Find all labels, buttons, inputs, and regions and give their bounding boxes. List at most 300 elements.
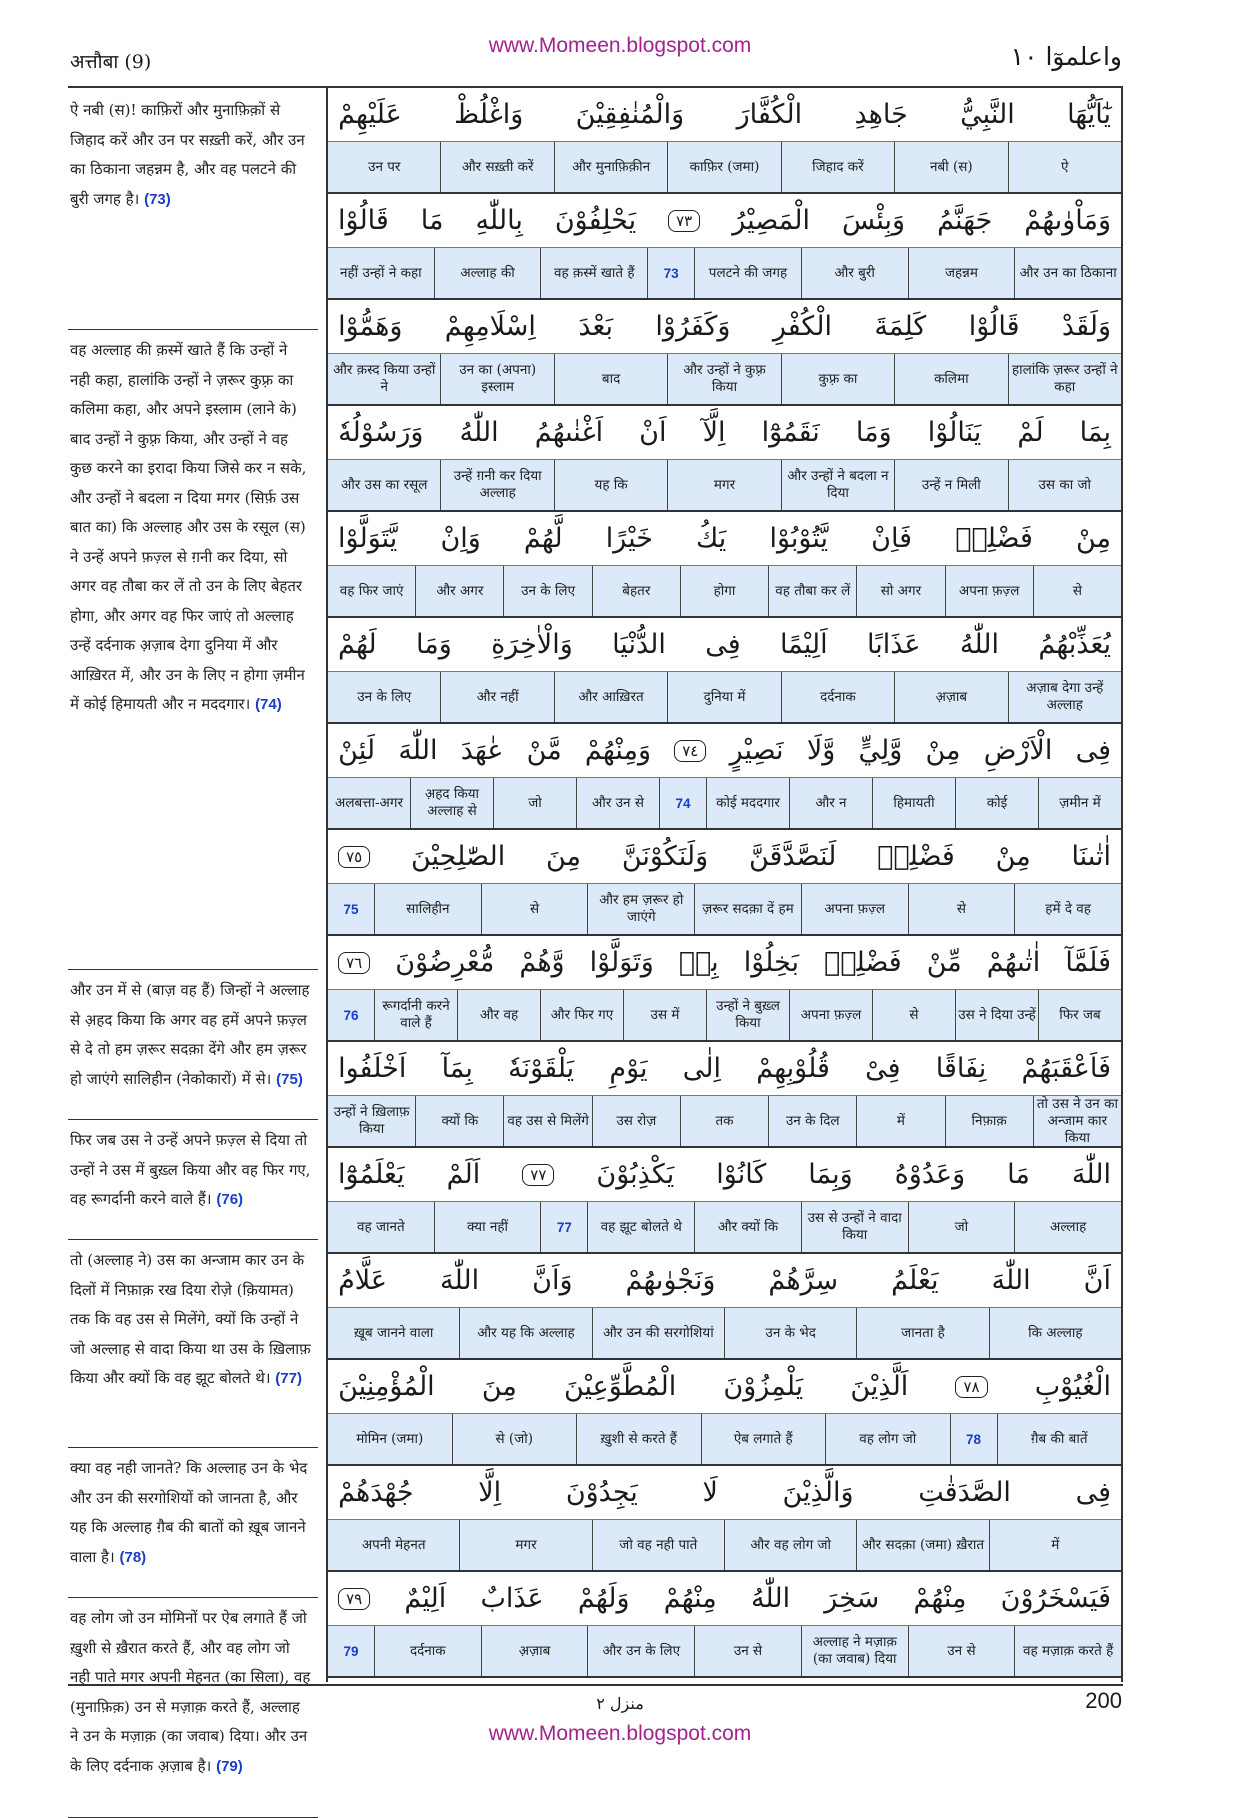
word-meaning-cell: अल्लाह ने मज़ाक़ (का जवाब) दिया xyxy=(801,1626,908,1676)
word-meaning-cell: उस में xyxy=(623,990,706,1040)
ayah-marker: ٧٨ xyxy=(955,1376,987,1398)
word-meaning-cell: उन के लिए xyxy=(503,566,591,616)
arabic-word: الْمَصِيْرُ xyxy=(732,205,810,236)
ayah-marker: ٧٧ xyxy=(522,1164,554,1186)
word-meaning-cell: नबी (स) xyxy=(894,142,1007,192)
word-meaning-cell: वह झूट बोलते थे xyxy=(587,1202,694,1252)
arabic-word: لَنَصَّدَّقَنَّ xyxy=(748,841,837,872)
arabic-word: يَّتُوْبُوْا xyxy=(769,523,829,554)
arabic-word: اَلِيْمًا xyxy=(779,629,828,660)
word-meaning-cell: बेहतर xyxy=(592,566,680,616)
word-meaning-cell: अल्लाह की xyxy=(434,248,541,298)
word-meaning-cell: और मुनाफ़िक़ीन xyxy=(554,142,667,192)
arabic-word: اِسْلَامِهِمْ xyxy=(444,311,536,342)
arabic-word: وَاغْلُظْ xyxy=(454,99,524,130)
arabic-word: يَحْلِفُوْنَ xyxy=(554,205,637,236)
arabic-word: الْكُفَّارَ xyxy=(736,99,803,130)
arabic-word: وَالْمُنٰفِقِيْنَ xyxy=(575,99,685,130)
arabic-word: وَّهُمْ xyxy=(519,947,565,978)
verse-number: (74) xyxy=(255,696,282,713)
arabic-word: وَمَاْوٰىهُمْ xyxy=(1024,205,1111,236)
word-meaning-cell: और हम ज़रूर हो जाएंगे xyxy=(587,884,694,934)
word-by-word-grid xyxy=(326,88,1123,1682)
word-meaning-cell: उन के दिल xyxy=(768,1096,856,1146)
arabic-word: اللّٰهُ xyxy=(459,417,499,448)
arabic-word: يَوْمِ xyxy=(609,1053,648,1084)
word-translation-row xyxy=(328,1520,1121,1572)
word-meaning-cell: और वह लोग जो xyxy=(724,1520,856,1570)
word-meaning-cell: और उन के लिए xyxy=(587,1626,694,1676)
arabic-word: اَخْلَفُوا xyxy=(338,1053,407,1084)
arabic-word: فَاِنْ xyxy=(871,523,913,554)
arabic-word: اَلِيْمٌ xyxy=(404,1583,447,1614)
arabic-word: فِى xyxy=(1075,1477,1111,1508)
word-meaning-cell: और नहीं xyxy=(440,672,553,722)
word-meaning-cell: से xyxy=(481,884,588,934)
arabic-word: يَكُ xyxy=(696,523,727,554)
word-meaning-cell: और क्यों कि xyxy=(694,1202,801,1252)
arabic-word: اللّٰهَ xyxy=(991,1265,1031,1296)
arabic-word: وَالَّذِيْنَ xyxy=(782,1477,854,1508)
arabic-word: عَذَابًا xyxy=(867,629,921,660)
word-meaning-cell: ऐब लगाते हैं xyxy=(701,1414,826,1464)
word-meaning-cell: और उन्हों ने कुफ़्र किया xyxy=(667,354,780,404)
word-meaning-cell: हालांकि ज़रूर उन्हों ने कहा xyxy=(1008,354,1121,404)
word-meaning-cell: कि अल्लाह xyxy=(989,1308,1121,1358)
arabic-word: يَّتَوَلَّوْا xyxy=(338,523,398,554)
word-meaning-cell: ख़ुशी से करते हैं xyxy=(576,1414,701,1464)
arabic-word: وَمَا xyxy=(855,417,892,448)
word-meaning-cell: उन पर xyxy=(368,158,401,175)
arabic-word: وَنَجْوٰىهُمْ xyxy=(625,1265,716,1296)
arabic-word: لَمْ xyxy=(1017,417,1044,448)
arabic-word: وَلَقَدْ xyxy=(1061,311,1111,342)
arabic-word: فِىْ xyxy=(865,1053,901,1084)
arabic-line xyxy=(328,618,1121,672)
arabic-word: مِّنْ xyxy=(926,947,962,978)
arabic-word: فَضْلِهٖ xyxy=(877,841,955,872)
arabic-word: يَلْقَوْنَهٗ xyxy=(508,1053,575,1084)
word-meaning-cell: से xyxy=(1033,566,1121,616)
word-meaning-cell: अल्लाह xyxy=(1014,1202,1121,1252)
arabic-word: وَبِئْسَ xyxy=(841,205,906,236)
arabic-word: قَالُوْا xyxy=(968,311,1020,342)
site-url-top[interactable]: www.Momeen.blogspot.com xyxy=(488,34,752,57)
arabic-word: وَاَنَّ xyxy=(532,1265,573,1296)
verse-number-cell: 73 xyxy=(647,248,694,298)
arabic-word: بِمَا xyxy=(1079,417,1111,448)
arabic-word: مِنْ xyxy=(925,735,961,766)
translation-paragraph xyxy=(68,1448,318,1598)
arabic-word: عَلَّامُ xyxy=(338,1265,388,1296)
word-meaning-cell: से xyxy=(908,884,1015,934)
word-meaning-cell: कलिमा xyxy=(894,354,1007,404)
verse-number: (79) xyxy=(216,1757,243,1775)
arabic-word: اَغْنٰىهُمُ xyxy=(534,417,604,448)
word-meaning-cell: वह तौबा कर लें xyxy=(768,566,856,616)
word-meaning-cell: अलबत्ता-अगर xyxy=(335,794,403,811)
word-meaning-cell: उस से उन्हों ने वादा किया xyxy=(801,1202,908,1252)
translation-paragraph xyxy=(68,90,318,330)
arabic-word: وَهَمُّوْا xyxy=(338,311,403,342)
word-meaning-cell: और यह कि अल्लाह xyxy=(459,1308,591,1358)
word-translation-row xyxy=(328,778,1121,830)
translation-paragraph xyxy=(68,330,318,970)
word-meaning-cell: से xyxy=(872,990,955,1040)
word-meaning-cell: अज़ाब देगा उन्हें अल्लाह xyxy=(1008,672,1121,722)
word-meaning-cell: कुफ़्र का xyxy=(781,354,894,404)
word-meaning-cell: तो उस ने उन का अन्जाम कार किया xyxy=(1033,1096,1121,1146)
surah-header: अत्तौबा (9) xyxy=(70,51,152,73)
arabic-word: فَلَمَّآ xyxy=(1065,947,1111,978)
arabic-word: يَكْذِبُوْنَ xyxy=(596,1159,675,1190)
site-url-bottom[interactable]: www.Momeen.blogspot.com xyxy=(488,1722,752,1745)
arabic-word: اِلٰى xyxy=(682,1053,722,1084)
word-meaning-cell: अ़हद किया अल्लाह से xyxy=(410,778,493,828)
arabic-word: وَعَدُوْهُ xyxy=(894,1159,966,1190)
arabic-word: جَهَنَّمُ xyxy=(937,205,993,236)
word-meaning-cell: उस ने दिया उन्हें xyxy=(955,990,1038,1040)
arabic-line xyxy=(328,1042,1121,1096)
arabic-line xyxy=(328,194,1121,248)
verse-number-cell: 78 xyxy=(950,1414,997,1464)
arabic-word: وَّلَا xyxy=(806,735,836,766)
word-meaning-cell: वह फिर जाएं xyxy=(339,582,404,599)
word-meaning-cell: उन्हें ग़नी कर दिया अल्लाह xyxy=(440,460,553,510)
arabic-word: يٰٓاَيُّهَا xyxy=(1067,99,1111,130)
word-meaning-cell: निफ़ाक़ xyxy=(945,1096,1033,1146)
arabic-line xyxy=(328,512,1121,566)
word-meaning-cell: अपनी मेहनत xyxy=(361,1536,426,1553)
arabic-word: كَلِمَةَ xyxy=(874,311,927,342)
word-translation-row xyxy=(328,354,1121,406)
word-meaning-cell: उस रोज़ xyxy=(592,1096,680,1146)
translation-text: फिर जब उस ने उन्हें अपने फ़ज़्ल से दिया तो उन्हों ने उस में बुख़्ल किया और वह फिर गए, वह रूगर्दानी करने वाले हैं। xyxy=(70,1131,311,1208)
arabic-word: بَعْدَ xyxy=(578,311,614,342)
word-meaning-cell: उन का (अपना) इस्लाम xyxy=(440,354,553,404)
word-meaning-cell: उन्हों ने ख़िलाफ़ किया xyxy=(333,1104,410,1137)
arabic-word: الْغُيُوْبِ xyxy=(1034,1371,1111,1402)
arabic-line xyxy=(328,1572,1121,1626)
translation-text: तो (अल्लाह ने) उस का अन्जाम कार उन के दिलों में निफ़ाक़ रख दिया रोज़े (क़ियामत) तक कि वह उस से मिलेंगे, क्यों कि उन्हों ने जो अल्लाह से वादा किया था उस के ख़िलाफ़ किया और क्यों कि वह झूट बोलते थे। xyxy=(70,1251,311,1387)
word-meaning-cell: सालिहीन xyxy=(374,884,481,934)
arabic-line xyxy=(328,1466,1121,1520)
word-meaning-cell: कोई xyxy=(955,778,1038,828)
arabic-word: مِنْهُمْ xyxy=(913,1583,967,1614)
verse-number: (77) xyxy=(275,1370,302,1387)
arabic-word: فَاَعْقَبَهُمْ xyxy=(1021,1053,1111,1084)
arabic-word: فِى xyxy=(705,629,741,660)
arabic-word: اللّٰهَ xyxy=(398,735,438,766)
arabic-word: مَا xyxy=(1007,1159,1030,1190)
arabic-word: مِنَ xyxy=(546,841,582,872)
arabic-word: وَلَنَكُوْنَنَّ xyxy=(621,841,709,872)
word-meaning-cell: मोमिन (जमा) xyxy=(356,1430,424,1447)
translation-column xyxy=(68,90,318,1775)
word-meaning-cell: उन के भेद xyxy=(724,1308,856,1358)
word-meaning-cell: और बुरी xyxy=(801,248,908,298)
arabic-word: الْاَرْضِ xyxy=(983,735,1053,766)
arabic-line xyxy=(328,1254,1121,1308)
arabic-word: وَالْاٰخِرَةِ xyxy=(491,629,573,660)
word-meaning-cell: ग़ैब की बातें xyxy=(997,1414,1122,1464)
arabic-line xyxy=(328,88,1121,142)
word-translation-row xyxy=(328,142,1121,194)
arabic-word: بِاللّٰهِ xyxy=(475,205,523,236)
juz-header: واعلموٓا ١٠ xyxy=(1010,42,1122,71)
word-meaning-cell: वह क़स्में खाते हैं xyxy=(540,248,647,298)
arabic-word: يَجِدُوْنَ xyxy=(565,1477,638,1508)
word-meaning-cell: जो xyxy=(908,1202,1015,1252)
word-meaning-cell: ज़रूर सदक़ा दें हम xyxy=(694,884,801,934)
word-meaning-cell: ज़मीन में xyxy=(1038,778,1121,828)
word-meaning-cell: क्या नहीं xyxy=(434,1202,541,1252)
word-meaning-cell: अ़ज़ाब xyxy=(481,1626,588,1676)
word-translation-row xyxy=(328,1202,1121,1254)
word-translation-row xyxy=(328,672,1121,724)
word-meaning-cell: जानता है xyxy=(856,1308,988,1358)
word-meaning-cell: अपना फ़ज़्ल xyxy=(789,990,872,1040)
arabic-word: وَّلِيٍّ xyxy=(858,735,903,766)
verse-number-cell: 76 xyxy=(343,1007,359,1023)
arabic-word: اِلَّآ xyxy=(702,417,726,448)
arabic-line xyxy=(328,300,1121,354)
arabic-word: بِهٖ xyxy=(678,947,719,978)
arabic-word: عٰهَدَ xyxy=(460,735,504,766)
word-meaning-cell: उस का जो xyxy=(1008,460,1121,510)
manzil-label: منزل ٢ xyxy=(596,1694,644,1713)
word-translation-row xyxy=(328,1308,1121,1360)
arabic-word: وَبِمَا xyxy=(808,1159,853,1190)
arabic-word: قُلُوْبِهِمْ xyxy=(756,1053,830,1084)
arabic-word: يَنَالُوْا xyxy=(927,417,982,448)
word-meaning-cell: जो xyxy=(493,778,576,828)
arabic-line xyxy=(328,936,1121,990)
word-translation-row xyxy=(328,1626,1121,1678)
word-meaning-cell: से (जो) xyxy=(452,1414,577,1464)
arabic-word: وَمِنْهُمْ xyxy=(584,735,651,766)
word-meaning-cell: नहीं उन्हों ने कहा xyxy=(340,264,422,281)
arabic-word: مَّنْ xyxy=(526,735,562,766)
word-meaning-cell: उन से xyxy=(908,1626,1015,1676)
arabic-word: عَذَابٌ xyxy=(480,1583,544,1614)
arabic-word: قَالُوْا xyxy=(338,205,389,236)
word-meaning-cell: उन्हें न मिली xyxy=(894,460,1007,510)
arabic-word: اَلَمْ xyxy=(446,1159,481,1190)
arabic-line xyxy=(328,1360,1121,1414)
word-meaning-cell: में xyxy=(989,1520,1121,1570)
arabic-word: الصّٰلِحِيْنَ xyxy=(410,841,506,872)
arabic-word: لَا xyxy=(702,1477,718,1508)
ayah-marker: ٧٦ xyxy=(338,952,370,974)
arabic-word: مُّعْرِضُوْنَ xyxy=(395,947,495,978)
word-meaning-cell: अपना फ़ज़्ल xyxy=(801,884,908,934)
arabic-word: اٰتٰىنَا xyxy=(1071,841,1111,872)
verse-number: (75) xyxy=(276,1070,303,1088)
word-meaning-cell: अपना फ़ज़्ल xyxy=(945,566,1033,616)
arabic-word: وَرَسُوْلُهٗ xyxy=(338,417,424,448)
word-meaning-cell: और न xyxy=(789,778,872,828)
arabic-word: اٰتٰىهُمْ xyxy=(986,947,1041,978)
arabic-word: اَنْ xyxy=(639,417,667,448)
verse-number-cell: 74 xyxy=(659,778,706,828)
translation-paragraph xyxy=(68,1120,318,1240)
word-meaning-cell: और अगर xyxy=(415,566,503,616)
verse-number: (78) xyxy=(119,1548,147,1566)
word-meaning-cell: वह उस से मिलेंगे xyxy=(503,1096,591,1146)
word-meaning-cell: वह लोग जो xyxy=(825,1414,950,1464)
arabic-word: مَا xyxy=(420,205,444,236)
arabic-word: يُعَذِّبْهُمُ xyxy=(1038,629,1111,660)
verse-number-cell: 75 xyxy=(343,901,359,917)
word-meaning-cell: ख़ूब जानने वाला xyxy=(353,1324,434,1341)
word-meaning-cell: अ़ज़ाब xyxy=(894,672,1007,722)
word-meaning-cell: दुनिया में xyxy=(667,672,780,722)
word-translation-row xyxy=(328,566,1121,618)
word-translation-row xyxy=(328,248,1121,300)
word-meaning-cell: उन्हों ने बुख़्ल किया xyxy=(706,990,789,1040)
arabic-word: اللّٰهُ xyxy=(959,629,1000,660)
word-meaning-cell: और सदक़ा (जमा) ख़ैरात xyxy=(856,1520,988,1570)
arabic-word: لَّهُمْ xyxy=(523,523,563,554)
ayah-marker: ٧٥ xyxy=(338,846,370,868)
arabic-word: النَّبِيُّ xyxy=(960,99,1015,130)
arabic-word: بَخِلُوْا xyxy=(743,947,800,978)
arabic-word: اِلَّا xyxy=(478,1477,502,1508)
arabic-word: وَاِنْ xyxy=(440,523,481,554)
word-meaning-cell: सो अगर xyxy=(856,566,944,616)
word-meaning-cell: होगा xyxy=(680,566,768,616)
arabic-word: وَلَهُمْ xyxy=(577,1583,630,1614)
word-meaning-cell: और उन की सरगोशियां xyxy=(592,1308,724,1358)
word-meaning-cell: और उस का रसूल xyxy=(341,476,428,493)
word-meaning-cell: बाद xyxy=(554,354,667,404)
word-meaning-cell: क्यों कि xyxy=(415,1096,503,1146)
word-meaning-cell: काफ़िर (जमा) xyxy=(667,142,780,192)
arabic-word: لَهُمْ xyxy=(338,629,377,660)
word-meaning-cell: जहन्नम xyxy=(908,248,1015,298)
arabic-word: كَانُوْا xyxy=(716,1159,767,1190)
arabic-word: اَلَّذِيْنَ xyxy=(850,1371,909,1402)
verse-number-cell: 77 xyxy=(540,1202,587,1252)
arabic-word: خَيْرًا xyxy=(605,523,653,554)
arabic-word: الْمُطَّوِّعِيْنَ xyxy=(563,1371,677,1402)
translation-paragraph xyxy=(68,970,318,1120)
arabic-word: اللّٰهَ xyxy=(1071,1159,1111,1190)
word-meaning-cell: में xyxy=(856,1096,944,1146)
arabic-line xyxy=(328,724,1121,778)
translation-text: वह लोग जो उन मोमिनों पर ऐब लगाते हैं जो ख़ुशी से ख़ैरात करते हैं, और वह लोग जो नही पाते मगर अपनी मेहनत (का सिला), वह (मुनाफ़िक़) उन से मज़ाक़ करते हैं, अल्लाह ने उन के मज़ाक़ (का जवाब) दिया। और उन के लिए दर्दनाक अ़ज़ाब है। xyxy=(70,1609,311,1775)
word-meaning-cell: उन के लिए xyxy=(357,688,412,705)
word-meaning-cell: और फिर गए xyxy=(540,990,623,1040)
word-meaning-cell: यह कि xyxy=(554,460,667,510)
arabic-word: يَلْمِزُوْنَ xyxy=(723,1371,804,1402)
word-meaning-cell: हिमायती xyxy=(872,778,955,828)
arabic-word: عَلَيْهِمْ xyxy=(338,99,402,130)
word-meaning-cell: और उन्हों ने बदला न दिया xyxy=(781,460,894,510)
word-meaning-cell: जो वह नही पाते xyxy=(592,1520,724,1570)
word-meaning-cell: उन से xyxy=(694,1626,801,1676)
arabic-word: فَضْلِهٖ xyxy=(955,523,1033,554)
word-meaning-cell: और वह xyxy=(457,990,540,1040)
word-meaning-cell: पलटने की जगह xyxy=(694,248,801,298)
arabic-word: بِمَآ xyxy=(441,1053,473,1084)
word-meaning-cell: कोई मददगार xyxy=(706,778,789,828)
arabic-word: نَقَمُوْٓا xyxy=(761,417,820,448)
arabic-word: اَنَّ xyxy=(1083,1265,1111,1296)
arabic-word: الْكُفْرِ xyxy=(772,311,833,342)
arabic-word: الْمُؤْمِنِيْنَ xyxy=(338,1371,435,1402)
word-meaning-cell: वह मज़ाक़ करते हैं xyxy=(1014,1626,1121,1676)
arabic-word: مِنْ xyxy=(1075,523,1111,554)
word-meaning-cell: फिर जब xyxy=(1038,990,1121,1040)
verse-number: (76) xyxy=(216,1191,244,1208)
arabic-word: فَيَسْخَرُوْنَ xyxy=(1000,1583,1111,1614)
arabic-word: يَعْلَمُوْٓا xyxy=(338,1159,405,1190)
word-meaning-cell: रूगर्दानी करने वाले हैं xyxy=(374,990,457,1040)
arabic-word: يَعْلَمُ xyxy=(891,1265,939,1296)
ayah-marker: ٧٣ xyxy=(668,210,700,232)
word-meaning-cell: और आख़िरत xyxy=(554,672,667,722)
arabic-word: فِى xyxy=(1075,735,1111,766)
arabic-word: لَئِنْ xyxy=(338,735,376,766)
arabic-word: اللّٰهَ xyxy=(440,1265,480,1296)
word-translation-row xyxy=(328,990,1121,1042)
word-meaning-cell: जिहाद करें xyxy=(781,142,894,192)
word-meaning-cell: और उन का ठिकाना xyxy=(1014,248,1121,298)
page-number: 200 xyxy=(1085,1688,1122,1713)
translation-text: वह अल्लाह की क़स्में खाते हैं कि उन्हों ने नही कहा, हालांकि उन्हों ने ज़रूर कुफ़्र का कलिमा कहा, और अपने इस्लाम (लाने के) बाद उन्हों ने कुफ़्र किया, और उन्हों ने वह कुछ करने का इरादा किया जिसे कर न सके, और उन्हों ने बदला न दिया मगर (सिर्फ़ उस बात का) कि अल्लाह और उस के रसूल (स) ने उन्हें अपने फ़ज़्ल से ग़नी कर दिया, सो अगर वह तौबा कर लें तो उन के लिए बेहतर होगा, और अगर वह फिर जाएं तो अल्लाह उन्हें दर्दनाक अ़ज़ाब देगा दुनिया में और आख़िरत में, और उन के लिए न होगा ज़मीन में कोई हिमायती और न मददगार। xyxy=(70,341,307,713)
arabic-line xyxy=(328,406,1121,460)
word-meaning-cell: मगर xyxy=(667,460,780,510)
verse-number-cell: 79 xyxy=(343,1643,359,1659)
arabic-word: نِفَاقًا xyxy=(935,1053,987,1084)
ayah-marker: ٧٤ xyxy=(674,740,706,762)
translation-text: क्या वह नही जानते? कि अल्लाह उन के भेद और उन की सरगोशियों को जानता है, और यह कि अल्लाह ग़ैब की बातों को ख़ूब जानने वाला है। xyxy=(70,1459,308,1566)
word-meaning-cell: दर्दनाक xyxy=(374,1626,481,1676)
arabic-word: سَخِرَ xyxy=(824,1583,880,1614)
word-translation-row xyxy=(328,1414,1121,1466)
word-meaning-cell: और क़स्द किया उन्हों ने xyxy=(333,362,436,395)
arabic-word: الدُّنْيَا xyxy=(612,629,666,660)
ayah-marker: ٧٩ xyxy=(338,1588,370,1610)
arabic-line xyxy=(328,830,1121,884)
arabic-word: مِنْهُمْ xyxy=(663,1583,717,1614)
arabic-word: جُهْدَهُمْ xyxy=(338,1477,414,1508)
arabic-word: مِنَ xyxy=(481,1371,517,1402)
word-meaning-cell: हमें दे वह xyxy=(1014,884,1121,934)
arabic-word: جَاهِدِ xyxy=(854,99,908,130)
arabic-word: وَتَوَلَّوْا xyxy=(589,947,654,978)
word-meaning-cell: तक xyxy=(680,1096,768,1146)
arabic-word: وَكَفَرُوْا xyxy=(655,311,731,342)
verse-number: (73) xyxy=(144,190,171,208)
word-translation-row xyxy=(328,884,1121,936)
arabic-word: اللّٰهُ xyxy=(750,1583,791,1614)
word-meaning-cell: मगर xyxy=(459,1520,591,1570)
arabic-word: نَصِيْرٍ xyxy=(729,735,784,766)
word-meaning-cell: और सख़्ती करें xyxy=(440,142,553,192)
arabic-word: مِنْ xyxy=(995,841,1031,872)
arabic-line xyxy=(328,1148,1121,1202)
word-translation-row xyxy=(328,1096,1121,1148)
arabic-word: فَضْلِهٖ xyxy=(824,947,902,978)
translation-text: और उन में से (बाज़ वह हैं) जिन्हों ने अल्लाह से अ़हद किया कि अगर वह हमें अपने फ़ज़्ल से दे तो हम ज़रूर सदक़ा देंगे और हम ज़रूर हो जाएंगे सालिहीन (नेकोकारों) में से। xyxy=(70,981,310,1088)
translation-paragraph xyxy=(68,1240,318,1448)
word-translation-row xyxy=(328,460,1121,512)
arabic-word: سِرَّهُمْ xyxy=(768,1265,839,1296)
arabic-word: وَمَا xyxy=(416,629,452,660)
